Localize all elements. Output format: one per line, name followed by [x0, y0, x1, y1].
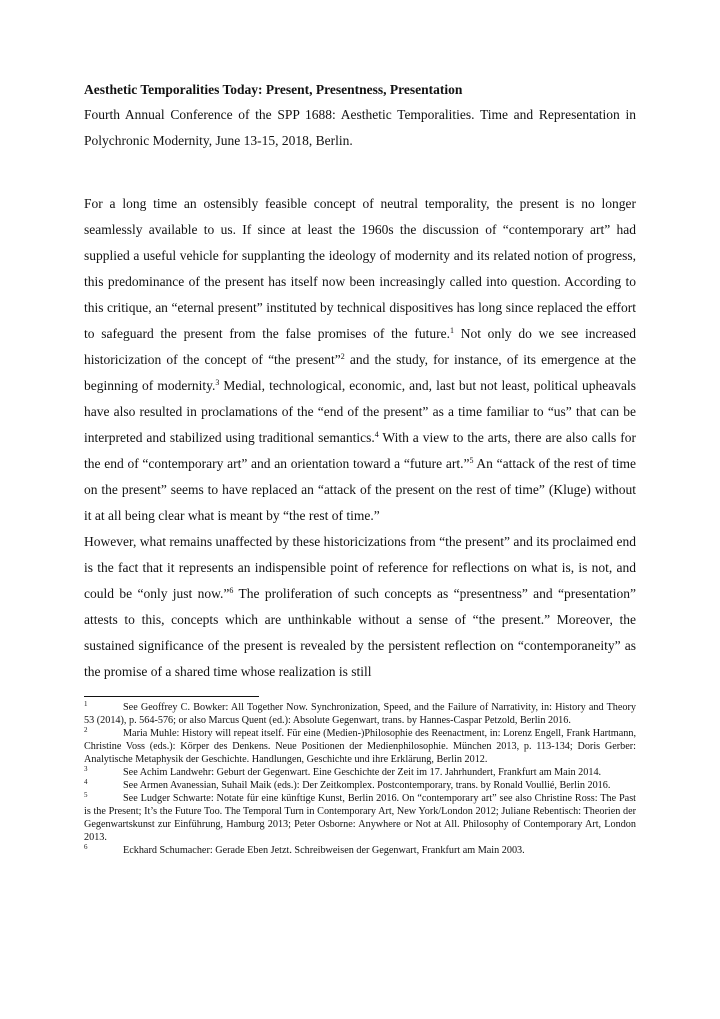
paragraph-2-part-b: The proliferation of such concepts as “presentness” and “presentation” attests to this, concepts which are unthinkable without a sense of “the present.” Moreover, the sustained significance of the present is revealed by the persistent reflection on “contemporaneity” as the promise of a shared time whose realization is still — [84, 586, 636, 679]
paragraph-1-part-a: For a long time an ostensibly feasible concept of neutral temporality, the present is no longer seamlessly available to us. If since at least the 1960s the discussion of “contemporary art” had supplied a useful vehicle for supplanting the ideology of modernity and its related notion of progress, this predominance of the present has itself now been increasingly called into question. According to this critique, an “eternal present” instituted by technical dispositives has long since replaced the effort to safeguard the present from the false promises of the future. — [84, 196, 636, 341]
paragraph-1 — [84, 191, 636, 529]
footnote-6: 6 Eckhard Schumacher: Gerade Eben Jetzt. Schreibweisen der Gegenwart, Frankfurt am Main 2003. — [84, 843, 525, 856]
paragraph-1-part-f: An “attack of the rest of time on the present” seems to have replaced an “attack of the present on the rest of time” (Kluge) without it at all being clear what is meant by “the rest of time.” — [84, 456, 636, 523]
footnote-ref-5[interactable]: 5 — [469, 456, 474, 465]
footnote-ref-6[interactable]: 6 — [229, 586, 234, 595]
footnote-text: See Achim Landwehr: Geburt der Gegenwart. Eine Geschichte der Zeit im 17. Jahrhundert, Frankfurt am Main 2014. — [123, 767, 602, 778]
footnote-text: See Ludger Schwarte: Notate für eine künftige Kunst, Berlin 2016. On “contemporary art” see also Christine Ross: The Past is the Present; It’s the Future Too. The Temporal Turn in Contemporary Art, New York/London 2012; Juliane Rebentisch: Theorien der Gegenwartskunst zur Einführung, Hamburg 2013; Peter Osborne: Anywhere or Not at All. Philosophy of Contemporary Art, London 2013. — [84, 793, 636, 843]
footnote-ref-1[interactable]: 1 — [449, 326, 454, 335]
paragraph-1-part-e: With a view to the arts, there are also calls for the end of “contemporary art” and an orientation toward a “future art.” — [84, 430, 636, 471]
body-text — [84, 191, 636, 685]
paragraph-1-part-d: Medial, technological, economic, and, last but not least, political upheavals have also resulted in proclamations of the “end of the present” as a time familiar to “us” that can be interpreted and stabilized using traditional semantics. — [84, 378, 636, 445]
paragraph-1-part-b: Not only do we see increased historicization of the concept of “the present” — [84, 326, 636, 367]
footnote-text: See Geoffrey C. Bowker: All Together Now. Synchronization, Speed, and the Failure of Narrativity, in: History and Theory 53 (2014), p. 564-576; or also Marcus Quent (ed.): Absolute Gegenwart, trans. by Hannes-Caspar Petzold, Berlin 2016. — [84, 702, 636, 726]
footnote-2: 2 Maria Muhle: History will repeat itself. Für eine (Medien-)Philosophie des Reenactment, in: Lorenz Engell, Frank Hartmann, Christine Voss (eds.): Körper des Denkens. Neue Positionen der Medienphilosophie. München 2013, p. 113-134; Doris Gerber: Analytische Metaphysik der Geschichte. Handlungen, Geschichte und ihre Erklärung, Berlin 2012. — [84, 726, 636, 765]
footnote-ref-2[interactable]: 2 — [340, 352, 345, 361]
footnote-text: Maria Muhle: History will repeat itself. Für eine (Medien-)Philosophie des Reenactment, in: Lorenz Engell, Frank Hartmann, Christine Voss (eds.): Körper des Denkens. Neue Positionen der Medienphilosophie. München 2013, p. 113-134; Doris Gerber: Analytische Metaphysik der Geschichte. Handlungen, Geschichte und ihre Erklärung, Berlin 2012. — [84, 728, 636, 765]
footnote-text: Eckhard Schumacher: Gerade Eben Jetzt. Schreibweisen der Gegenwart, Frankfurt am Main 2003. — [123, 845, 525, 856]
paragraph-2-part-a: However, what remains unaffected by these historicizations from “the present” and its proclaimed end is the fact that it represents an indispensible point of reference for reflections on what is, is not, and could be “only just now.” — [84, 534, 636, 601]
footnote-separator — [84, 696, 259, 697]
footnote-4: 4 See Armen Avanessian, Suhail Maik (eds.): Der Zeitkomplex. Postcontemporary, trans. by Ronald Voullié, Berlin 2016. — [84, 778, 611, 791]
document-subtitle: Fourth Annual Conference of the SPP 1688: Aesthetic Temporalities. Time and Representation in Polychronic Modernity, June 13-15, 2018, Berlin. — [84, 107, 636, 148]
footnote-text: See Armen Avanessian, Suhail Maik (eds.): Der Zeitkomplex. Postcontemporary, trans. by Ronald Voullié, Berlin 2016. — [123, 780, 611, 791]
document-title: Aesthetic Temporalities Today: Present, Presentness, Presentation — [84, 82, 463, 97]
document-page — [84, 80, 636, 857]
footnote-5: 5 See Ludger Schwarte: Notate für eine künftige Kunst, Berlin 2016. On “contemporary art” see also Christine Ross: The Past is the Present; It’s the Future Too. The Temporal Turn in Contemporary Art, New York/London 2012; Juliane Rebentisch: Theorien der Gegenwartskunst zur Einführung, Hamburg 2013; Peter Osborne: Anywhere or Not at All. Philosophy of Contemporary Art, London 2013. — [84, 791, 636, 843]
footnote-3: 3 See Achim Landwehr: Geburt der Gegenwart. Eine Geschichte der Zeit im 17. Jahrhundert, Frankfurt am Main 2014. — [84, 765, 602, 778]
paragraph-2 — [84, 529, 636, 685]
paragraph-1-part-c: and the study, for instance, of its emergence at the beginning of modernity. — [84, 352, 636, 393]
footnote-ref-3[interactable]: 3 — [215, 378, 220, 387]
footnote-1: 1 See Geoffrey C. Bowker: All Together Now. Synchronization, Speed, and the Failure of Narrativity, in: History and Theory 53 (2014), p. 564-576; or also Marcus Quent (ed.): Absolute Gegenwart, trans. by Hannes-Caspar Petzold, Berlin 2016. — [84, 700, 636, 726]
footnote-ref-4[interactable]: 4 — [374, 430, 379, 439]
footnotes — [84, 701, 636, 857]
